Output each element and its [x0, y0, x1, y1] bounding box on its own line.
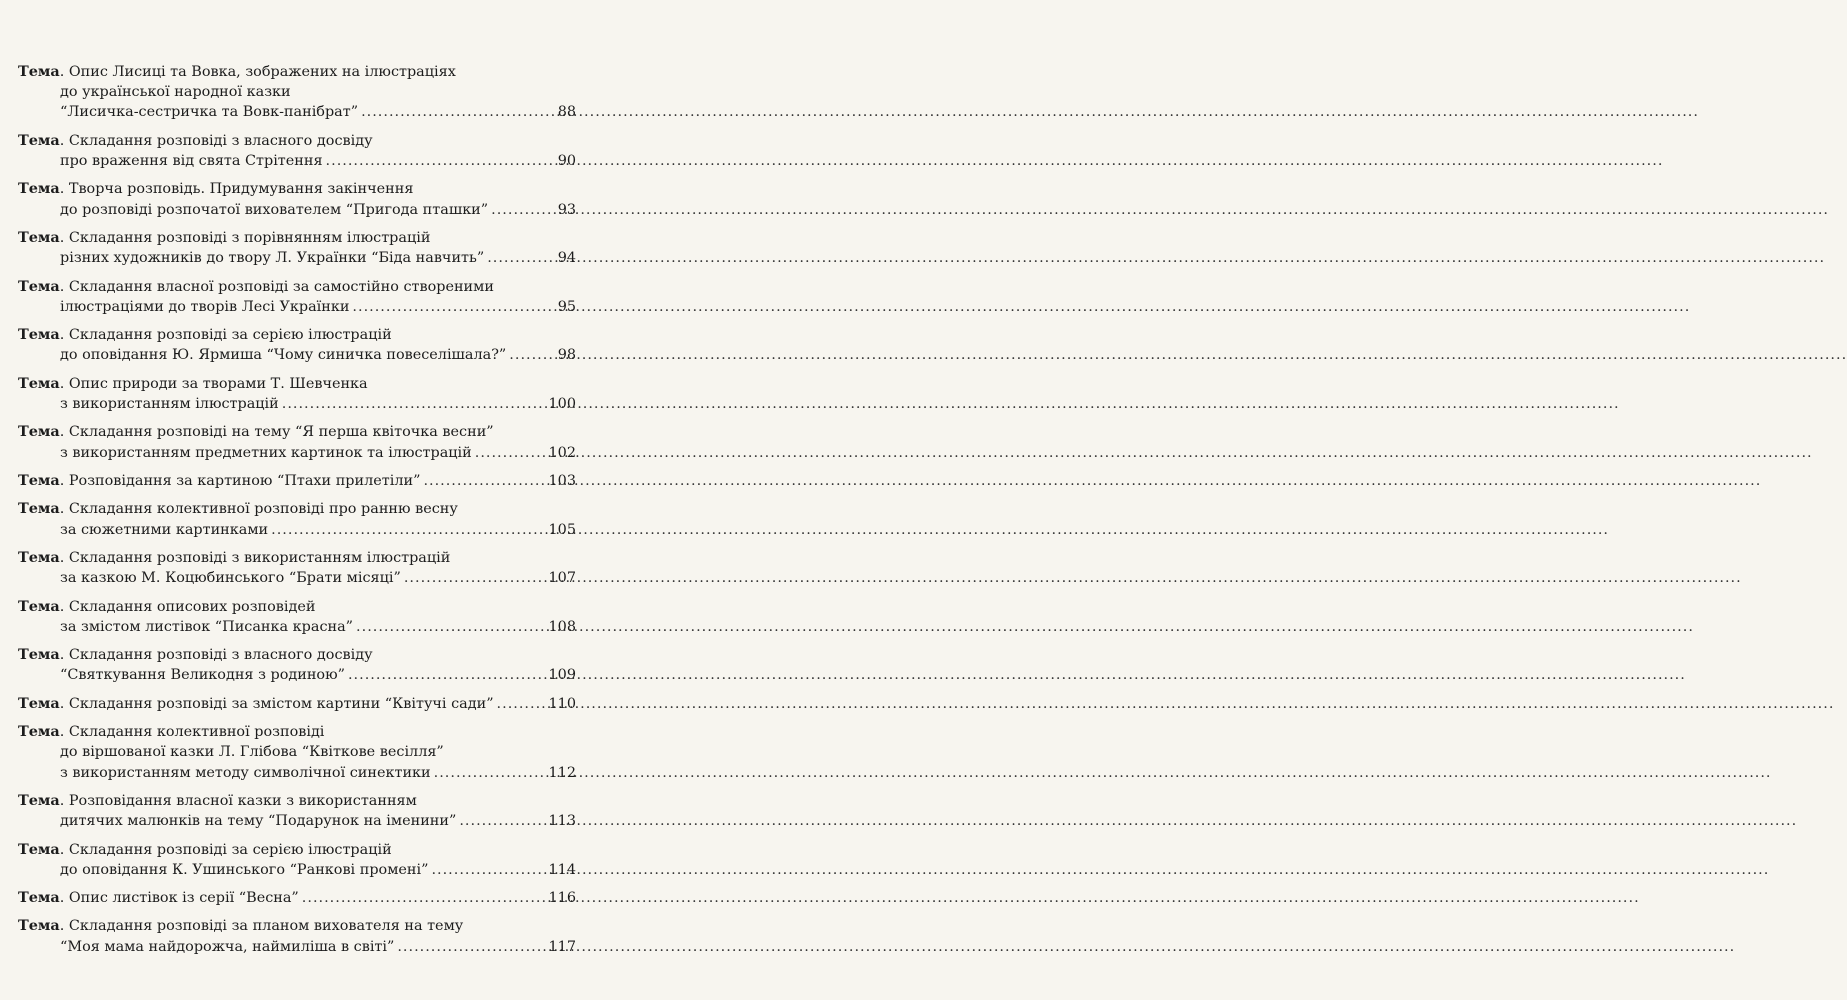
topic-label: Тема — [18, 228, 60, 246]
topic-label: Тема — [18, 326, 60, 344]
toc-entry-line: Тема . Творча розповідь. Придумування закінчення — [18, 179, 576, 199]
topic-label: Тема — [18, 889, 60, 907]
page-number: 113 — [548, 813, 576, 830]
toc-entry-line: Тема . Складання розповіді за планом вихователя на тему — [18, 916, 576, 936]
toc-entry-text: Складання розповіді за змістом картини “Квітучі сади” — [68, 695, 494, 712]
toc-entry-text: “Лисичка-сестричка та Вовк-панібрат” — [60, 104, 359, 121]
dot-leader — [497, 694, 546, 714]
toc-entry-text: за сюжетними картинками — [60, 521, 269, 538]
page-number: 110 — [548, 695, 576, 712]
page-number: 105 — [548, 521, 576, 538]
table-of-contents — [18, 62, 576, 965]
toc-entry-text: за змістом листівок “Писанка красна” — [60, 618, 354, 635]
toc-entry-text: до оповідання Ю. Ярмиша “Чому синичка повеселішала?” — [60, 347, 507, 364]
toc-entry-text: про враження від свята Стрітення — [60, 153, 323, 169]
toc-entry-text: “Моя мама найдорожча, наймиліша в світі” — [60, 938, 395, 955]
toc-entry-line — [18, 617, 576, 637]
dot-leader — [475, 443, 546, 463]
page-number: 116 — [548, 890, 576, 907]
dot-leader — [509, 345, 554, 365]
toc-entry-text: Складання розповіді з власного досвіду — [68, 132, 373, 149]
toc-entry[interactable] — [18, 228, 576, 268]
toc-entry[interactable] — [18, 840, 576, 880]
page-number: 100 — [548, 395, 576, 412]
topic-label: Тема — [18, 646, 60, 664]
toc-entry-text: Складання колективної розповіді — [68, 724, 325, 741]
dot-leader — [459, 811, 545, 831]
topic-label: Тема — [18, 694, 60, 712]
toc-entry-line: Тема . Складання власної розповіді за самостійно створеними — [18, 277, 576, 297]
toc-entry-line: Тема . Опис листівок із серії “Весна” ..... 116 — [18, 888, 576, 908]
toc-entry-line — [18, 82, 576, 102]
page-number: 114 — [548, 861, 576, 878]
toc-entry-line — [18, 151, 576, 171]
dot-leader — [491, 200, 555, 220]
topic-label: Тема — [18, 791, 60, 809]
page-number: 95 — [557, 298, 576, 315]
toc-entry-text: Складання розповіді з порівнянням ілюстрацій — [68, 229, 431, 246]
toc-entry-line: Тема . Складання розповіді з використанням ілюстрацій — [18, 548, 576, 568]
toc-entry[interactable] — [18, 916, 576, 956]
dot-leader — [404, 568, 546, 588]
toc-entry[interactable] — [18, 62, 576, 123]
page-number: 94 — [557, 250, 576, 267]
toc-entry[interactable] — [18, 645, 576, 685]
toc-entry-text: Складання власної розповіді за самостійно створеними — [68, 278, 494, 295]
toc-entry[interactable] — [18, 888, 576, 908]
toc-entry-text: до віршованої казки Л. Глібова “Квіткове весілля” — [60, 744, 444, 761]
toc-entry-text: Складання розповіді на тему “Я перша квіточка весни” — [68, 424, 494, 441]
toc-entry-text: Складання розповіді за планом вихователя на тему — [68, 918, 464, 935]
topic-label: Тема — [18, 180, 60, 198]
toc-entry[interactable] — [18, 597, 576, 637]
toc-entry-text: Складання розповіді з власного досвіду — [68, 647, 373, 664]
toc-entry-text: Опис листівок із серії “Весна” — [68, 890, 299, 907]
page-number: 88 — [557, 104, 576, 121]
topic-label: Тема — [18, 471, 60, 489]
toc-entry-line — [18, 394, 576, 414]
page-number: 90 — [557, 153, 576, 169]
page-number: 109 — [548, 667, 576, 684]
toc-entry-text: до розповіді розпочатої вихователем “Пригода пташки” — [60, 201, 489, 218]
toc-entry-text: Складання описових розповідей — [68, 598, 316, 615]
toc-entry[interactable] — [18, 694, 576, 714]
dot-leader — [361, 102, 555, 122]
toc-entry-line: Тема . Складання описових розповідей — [18, 597, 576, 617]
toc-entry-text: з використанням предметних картинок та ілюстрацій — [60, 444, 472, 461]
topic-label: Тема — [18, 723, 60, 741]
toc-entry-text: Розповідання власної казки з використанням — [68, 792, 417, 809]
toc-entry-line: Тема . Складання розповіді з власного досвіду — [18, 131, 576, 151]
topic-label: Тема — [18, 548, 60, 566]
toc-entry-line: Тема . Складання колективної розповіді — [18, 722, 576, 742]
toc-entry[interactable] — [18, 325, 576, 365]
toc-entry-line: Тема . Розповідання власної казки з використанням — [18, 791, 576, 811]
dot-leader — [302, 888, 546, 908]
toc-entry-text: Опис природи за творами Т. Шевченка — [68, 375, 368, 392]
toc-entry[interactable] — [18, 374, 576, 414]
dot-leader — [397, 937, 545, 957]
toc-entry-text: з використанням методу символічної синектики — [60, 764, 431, 781]
toc-entry-text: різних художників до твору Л. Українки “Біда навчить” — [60, 250, 485, 267]
topic-label: Тема — [18, 423, 60, 441]
toc-entry-line — [18, 248, 576, 268]
dot-leader — [431, 860, 545, 880]
dot-leader — [423, 471, 545, 491]
page-number: 98 — [557, 347, 576, 364]
toc-entry-line — [18, 665, 576, 685]
dot-leader — [271, 520, 545, 540]
topic-label: Тема — [18, 131, 60, 149]
toc-entry-line — [18, 742, 576, 762]
toc-entry-line: Тема . Складання колективної розповіді про ранню весну — [18, 499, 576, 519]
toc-entry-line — [18, 520, 576, 540]
toc-entry[interactable] — [18, 422, 576, 462]
toc-entry-line: Тема . Складання розповіді на тему “Я перша квіточка весни” — [18, 422, 576, 442]
toc-entry-line — [18, 200, 576, 220]
page-number: 117 — [548, 938, 576, 955]
page-number: 103 — [548, 472, 576, 489]
dot-leader — [487, 248, 554, 268]
toc-entry[interactable] — [18, 179, 576, 219]
toc-entry-line: Тема . Складання розповіді за серією ілюстрацій — [18, 325, 576, 345]
dot-leader — [282, 394, 546, 414]
toc-entry-text: Розповідання за картиною “Птахи прилетіли” — [68, 472, 421, 489]
toc-entry-text: Складання розповіді за серією ілюстрацій — [68, 841, 392, 858]
topic-label: Тема — [18, 597, 60, 615]
toc-entry-line — [18, 811, 576, 831]
toc-entry-text: за казкою М. Коцюбинського “Брати місяці” — [60, 570, 401, 587]
dot-leader — [352, 297, 554, 317]
toc-entry[interactable] — [18, 722, 576, 783]
toc-entry-line: Тема . Розповідання за картиною “Птахи прилетіли” ..... 103 — [18, 471, 576, 491]
toc-entry[interactable] — [18, 131, 576, 171]
toc-entry-line: Тема . Опис Лисиці та Вовка, зображених на ілюстраціях — [18, 62, 576, 82]
toc-entry-text: до української народної казки — [60, 84, 291, 101]
toc-entry-text: Складання розповіді з використанням ілюстрацій — [68, 549, 451, 566]
toc-entry-line — [18, 297, 576, 317]
toc-entry-text: до оповідання К. Ушинського “Ранкові промені” — [60, 861, 429, 878]
toc-entry-line — [18, 345, 576, 365]
page-number: 93 — [557, 201, 576, 218]
dot-leader — [434, 763, 546, 783]
dot-leader — [356, 617, 545, 637]
topic-label: Тема — [18, 500, 60, 518]
page-number: 112 — [548, 764, 576, 781]
toc-entry-line: Тема . Складання розповіді за серією ілюстрацій — [18, 840, 576, 860]
topic-label: Тема — [18, 917, 60, 935]
dot-leader — [326, 151, 555, 171]
toc-entry-text: з використанням ілюстрацій — [60, 395, 279, 412]
toc-entry-text: дитячих малюнків на тему “Подарунок на іменини” — [60, 813, 457, 830]
toc-entry[interactable] — [18, 471, 576, 491]
toc-entry-text: “Святкування Великодня з родиною” — [60, 667, 345, 684]
toc-entry[interactable] — [18, 791, 576, 831]
page-number: 102 — [548, 444, 576, 461]
toc-entry-text: ілюстраціями до творів Лесі Українки — [60, 298, 350, 315]
toc-entry-line — [18, 102, 576, 122]
toc-entry-line — [18, 568, 576, 588]
toc-entry-line — [18, 860, 576, 880]
page-number: 107 — [548, 570, 576, 587]
toc-entry-line: Тема . Складання розповіді з власного досвіду — [18, 645, 576, 665]
toc-entry-line: Тема . Опис природи за творами Т. Шевченка — [18, 374, 576, 394]
toc-entry[interactable] — [18, 499, 576, 539]
toc-entry-text: Опис Лисиці та Вовка, зображених на ілюстраціях — [68, 64, 456, 80]
toc-entry-line — [18, 443, 576, 463]
page-number: 108 — [548, 618, 576, 635]
toc-entry-text: Творча розповідь. Придумування закінчення — [68, 181, 414, 198]
toc-entry-line — [18, 937, 576, 957]
toc-entry[interactable] — [18, 548, 576, 588]
topic-label: Тема — [18, 63, 60, 80]
topic-label: Тема — [18, 840, 60, 858]
toc-entry-line — [18, 763, 576, 783]
dot-leader — [348, 665, 546, 685]
toc-entry[interactable] — [18, 277, 576, 317]
topic-label: Тема — [18, 277, 60, 295]
toc-entry-line: Тема . Складання розповіді з порівнянням ілюстрацій — [18, 228, 576, 248]
topic-label: Тема — [18, 374, 60, 392]
toc-entry-text: Складання розповіді за серією ілюстрацій — [68, 327, 392, 344]
toc-entry-text: Складання колективної розповіді про ранню весну — [68, 501, 458, 518]
toc-entry-line: Тема . Складання розповіді за змістом картини “Квітучі сади” ..... 110 — [18, 694, 576, 714]
